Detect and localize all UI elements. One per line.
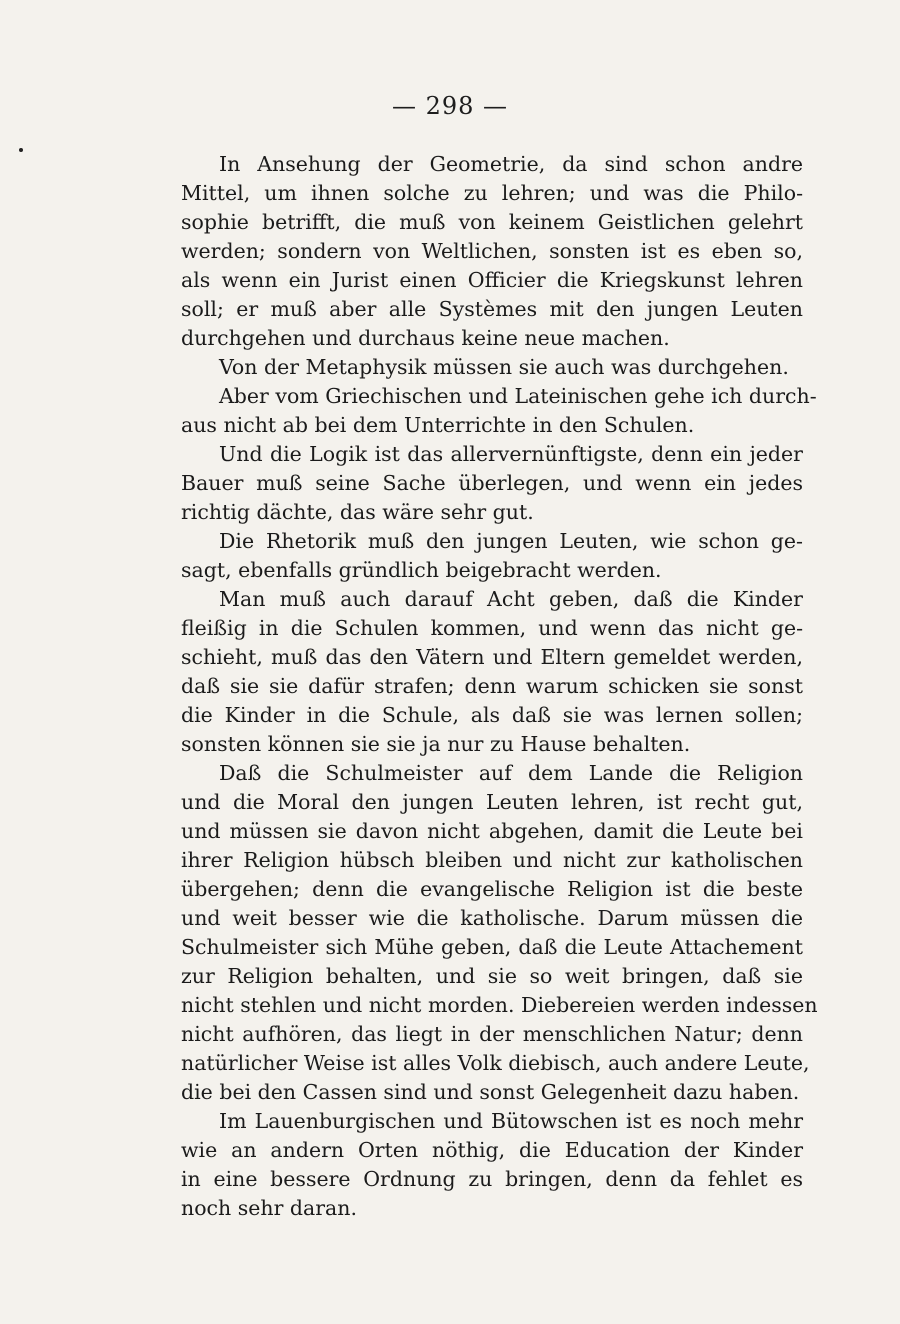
text-line: fleißig in die Schulen kommen, und wenn das nicht ge-: [181, 616, 803, 640]
text-line: sagt, ebenfalls gründlich beigebracht werden.: [181, 558, 662, 582]
text-line: natürlicher Weise ist alles Volk diebisch, auch andere Leute,: [181, 1051, 810, 1075]
text-line: Aber vom Griechischen und Lateinischen gehe ich durch-: [219, 384, 817, 408]
text-line: nicht aufhören, das liegt in der menschlichen Natur; denn: [181, 1022, 803, 1046]
margin-speck: [19, 148, 23, 152]
text-line: sonsten können sie sie ja nur zu Hause behalten.: [181, 732, 691, 756]
text-line: noch sehr daran.: [181, 1196, 358, 1220]
text-line: in eine bessere Ordnung zu bringen, denn da fehlet es: [181, 1167, 803, 1191]
text-line: wie an andern Orten nöthig, die Education der Kinder: [181, 1138, 803, 1162]
text-line: soll; er muß aber alle Systèmes mit den jungen Leuten: [181, 297, 803, 321]
text-line: Im Lauenburgischen und Bütowschen ist es noch mehr: [219, 1109, 803, 1133]
text-line: die bei den Cassen sind und sonst Gelegenheit dazu haben.: [181, 1080, 800, 1104]
text-line: werden; sondern von Weltlichen, sonsten ist es eben so,: [181, 239, 803, 263]
text-line: Man muß auch darauf Acht geben, daß die Kinder: [219, 587, 803, 611]
text-line: übergehen; denn die evangelische Religion ist die beste: [181, 877, 803, 901]
text-line: und die Moral den jungen Leuten lehren, ist recht gut,: [181, 790, 803, 814]
text-line: Bauer muß seine Sache überlegen, und wenn ein jedes: [181, 471, 803, 495]
text-line: Von der Metaphysik müssen sie auch was durchgehen.: [219, 355, 789, 379]
text-line: Und die Logik ist das allervernünftigste, denn ein jeder: [219, 442, 803, 466]
text-line: daß sie sie dafür strafen; denn warum schicken sie sonst: [181, 674, 803, 698]
text-line: Die Rhetorik muß den jungen Leuten, wie schon ge-: [219, 529, 803, 553]
text-line: In Ansehung der Geometrie, da sind schon andre: [219, 152, 803, 176]
page-number: — 298 —: [391, 92, 509, 120]
text-line: und weit besser wie die katholische. Darum müssen die: [181, 906, 803, 930]
text-line: Schulmeister sich Mühe geben, daß die Leute Attachement: [181, 935, 803, 959]
text-line: schieht, muß das den Vätern und Eltern gemeldet werden,: [181, 645, 803, 669]
text-line: Mittel, um ihnen solche zu lehren; und was die Philo-: [181, 181, 803, 205]
text-line: Daß die Schulmeister auf dem Lande die Religion: [219, 761, 803, 785]
text-line: zur Religion behalten, und sie so weit bringen, daß sie: [181, 964, 803, 988]
text-line: und müssen sie davon nicht abgehen, damit die Leute bei: [181, 819, 803, 843]
text-line: sophie betrifft, die muß von keinem Geistlichen gelehrt: [181, 210, 803, 234]
text-line: durchgehen und durchaus keine neue machen.: [181, 326, 670, 350]
text-line: nicht stehlen und nicht morden. Diebereien werden indessen: [181, 993, 818, 1017]
body-text: [181, 150, 818, 1223]
text-line: die Kinder in die Schule, als daß sie was lernen sollen;: [181, 703, 803, 727]
text-line: als wenn ein Jurist einen Officier die Kriegskunst lehren: [181, 268, 803, 292]
text-line: richtig dächte, das wäre sehr gut.: [181, 500, 534, 524]
text-line: aus nicht ab bei dem Unterrichte in den Schulen.: [181, 413, 695, 437]
text-line: ihrer Religion hübsch bleiben und nicht zur katholischen: [181, 848, 803, 872]
